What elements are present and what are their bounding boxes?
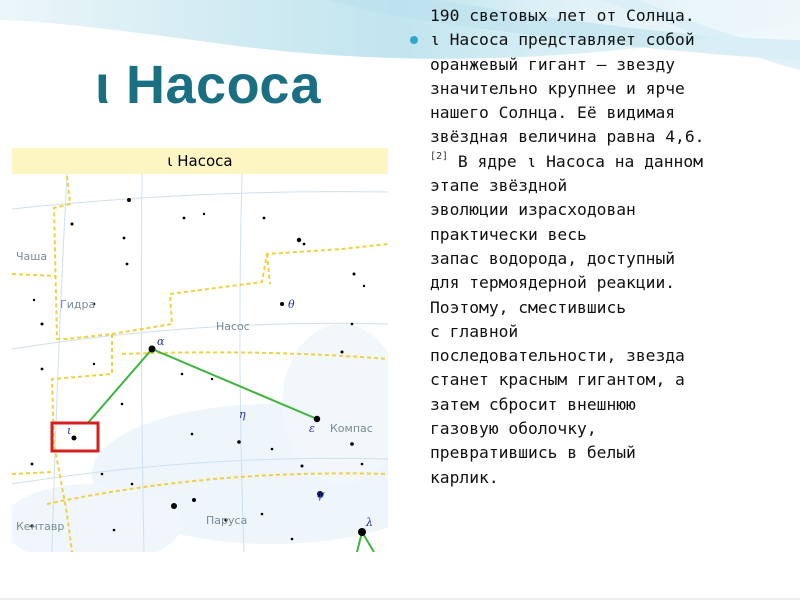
star (131, 483, 134, 486)
star-alpha (149, 346, 156, 353)
star (263, 217, 266, 220)
star-iota (72, 436, 77, 441)
greek-psi: ψ (316, 488, 325, 501)
text-line: газовую оболочку, (430, 419, 597, 439)
text-line: звёздная величина равна 4,6. (430, 127, 705, 147)
text-line: последовательности, звезда (430, 346, 685, 366)
star (351, 323, 354, 326)
star (71, 223, 74, 226)
text-line: для термоядерной реакции. (430, 273, 676, 293)
star (123, 237, 126, 240)
text-line: этапе звёздной (430, 176, 568, 196)
text-line: практически весь (430, 224, 587, 244)
text-line: карлик. (430, 467, 499, 487)
greek-alpha: α (157, 335, 165, 348)
star (41, 323, 44, 326)
greek-epsilon: ε (309, 422, 315, 435)
star (171, 503, 177, 509)
star (192, 498, 196, 502)
slide-title: ι Насоса (95, 55, 322, 115)
greek-theta: θ (288, 298, 295, 311)
description-text (430, 4, 775, 490)
star (31, 463, 34, 466)
label-gidra: Гидра (60, 298, 96, 311)
star (203, 213, 205, 215)
greek-eta: η (239, 408, 246, 421)
star-theta (280, 302, 284, 306)
text-line: нашего Солнца. Её видимая (430, 103, 676, 123)
star (121, 403, 124, 406)
text-line: ι Насоса представляет собой (430, 30, 695, 50)
star (183, 217, 186, 220)
label-chasha: Чаша (16, 250, 48, 263)
label-nasos: Насос (216, 320, 250, 333)
text-line: Поэтому, сместившись (430, 297, 627, 317)
star (350, 442, 354, 446)
star (211, 378, 213, 380)
star-chart-caption: ι Насоса (12, 148, 388, 174)
star (361, 463, 364, 466)
label-kompas: Компас (330, 422, 373, 435)
star (341, 351, 344, 354)
star (113, 529, 116, 532)
greek-lambda: λ (366, 516, 373, 529)
star-lambda (358, 528, 366, 536)
star (303, 243, 306, 246)
star (127, 198, 131, 202)
text-line: оранжевый гигант — звезду (430, 54, 676, 74)
text-line: запас водорода, доступный (430, 248, 676, 268)
star (191, 433, 194, 436)
star (297, 238, 301, 242)
description-paragraph (430, 28, 775, 490)
reference-link[interactable]: [2] (430, 150, 449, 162)
star-eta (237, 440, 241, 444)
star (33, 299, 35, 301)
text-line: В ядре ι Насоса на данном (448, 151, 703, 171)
star (101, 473, 104, 476)
star-chart (12, 148, 388, 552)
star (363, 285, 365, 287)
text-line: с главной (430, 321, 519, 341)
star (261, 513, 264, 516)
star (291, 538, 294, 541)
label-parusa: Паруса (206, 514, 248, 527)
star (271, 448, 274, 451)
text-line: затем сбросит внешнюю (430, 394, 636, 414)
star (353, 273, 356, 276)
star (126, 263, 129, 266)
label-kentavr: Кентавр (16, 520, 65, 533)
text-line-with-reference (430, 150, 775, 174)
star (301, 465, 304, 468)
text-line: эволюции израсходован (430, 200, 636, 220)
greek-iota: ι (67, 424, 72, 437)
star (181, 373, 184, 376)
star-chart-map (12, 174, 388, 552)
text-line: станет красным гигантом, а (430, 370, 685, 390)
star (93, 363, 95, 365)
text-line: превратившись в белый (430, 443, 636, 463)
star (41, 368, 44, 371)
text-first-line: 190 световых лет от Солнца. (430, 6, 695, 25)
text-line: значительно крупнее и ярче (430, 78, 685, 98)
